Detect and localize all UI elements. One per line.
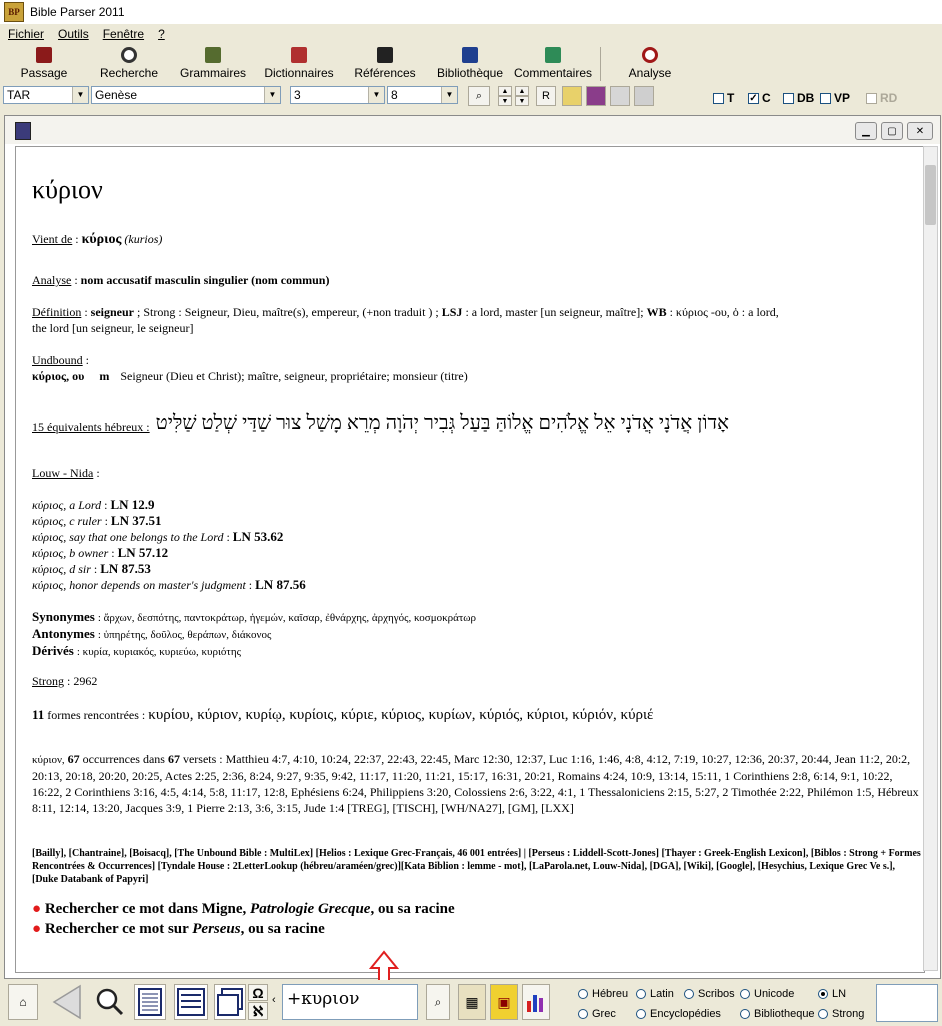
strong-value: : 2962 bbox=[67, 674, 98, 688]
radio-bibliotheque[interactable] bbox=[740, 1008, 815, 1020]
strong-label[interactable]: Strong bbox=[32, 674, 65, 688]
preview-field[interactable] bbox=[876, 984, 938, 1022]
louw-ln[interactable]: LN 87.53 bbox=[100, 561, 151, 576]
radio-hebreu-label: Hébreu bbox=[592, 988, 629, 1000]
dictionary-icon bbox=[291, 47, 307, 63]
undbound-label: Undbound bbox=[32, 353, 83, 367]
book-value: Genèse bbox=[95, 88, 138, 102]
louw-gloss: a Lord bbox=[69, 498, 102, 512]
bar-chart-icon bbox=[525, 991, 547, 1013]
migne-link-text: Rechercher ce mot dans Migne, bbox=[44, 901, 247, 917]
zoom-icon bbox=[95, 987, 125, 1017]
radio-strong-dot[interactable] bbox=[818, 1009, 828, 1019]
recherche-button[interactable] bbox=[88, 44, 170, 84]
derives-label: Dérivés bbox=[32, 643, 74, 658]
grammaires-button[interactable] bbox=[170, 44, 256, 84]
prev-down-button[interactable]: ▼ bbox=[498, 96, 512, 106]
undbound-word: κύριος, ου bbox=[32, 369, 85, 383]
check-c[interactable] bbox=[748, 91, 771, 105]
back-button[interactable] bbox=[48, 984, 86, 1020]
check-rd bbox=[866, 91, 897, 105]
occurrences-block bbox=[32, 751, 922, 816]
books-stack-icon[interactable] bbox=[586, 86, 606, 106]
check-c-label: C bbox=[762, 91, 771, 105]
vient-de-word[interactable]: κύριος bbox=[81, 232, 122, 247]
zoom-button[interactable] bbox=[94, 984, 126, 1020]
perseus-link-em: Perseus bbox=[192, 921, 241, 937]
checkbox-rd bbox=[866, 93, 877, 104]
menu-help[interactable]: ? bbox=[158, 27, 165, 41]
commentaires-label: Commentaires bbox=[513, 66, 593, 80]
window-title: Bible Parser 2011 bbox=[30, 5, 125, 19]
maximize-button[interactable]: ▢ bbox=[881, 122, 903, 140]
chapter-value: 3 bbox=[294, 88, 301, 102]
hebreux-line bbox=[32, 411, 912, 435]
search-word-button[interactable] bbox=[426, 984, 450, 1020]
radio-grec-label: Grec bbox=[592, 1008, 616, 1020]
migne-link-post: , ou sa racine bbox=[370, 901, 455, 917]
formes-list[interactable]: κυρίου, κύριον, κυρίῳ, κυρίοις, κύριε, κύριος, κυρίων, κύριός, κύριοι, κύριόν, κύριέ bbox=[148, 707, 654, 723]
check-t-label: T bbox=[727, 91, 735, 105]
notes-grid-button[interactable] bbox=[458, 984, 486, 1020]
radio-unicode-dot[interactable] bbox=[740, 989, 750, 999]
omega-icon: Ω bbox=[252, 984, 264, 1001]
chevron-down-icon[interactable]: ▼ bbox=[368, 87, 384, 103]
louw-gloss: honor depends on master's judgment bbox=[69, 578, 246, 592]
back-arrow-icon bbox=[50, 984, 84, 1020]
radio-scribos[interactable] bbox=[684, 988, 735, 1000]
toolbar-separator bbox=[600, 47, 601, 81]
strong-line bbox=[32, 673, 97, 689]
greek-keyboard-button[interactable] bbox=[248, 984, 268, 1001]
definition-line2: the lord [un seigneur, le seigneur] bbox=[32, 321, 194, 335]
recherche-label: Recherche bbox=[99, 66, 159, 80]
magnifier-icon: ⌕ bbox=[475, 89, 483, 102]
entry-window bbox=[4, 115, 941, 979]
version-select[interactable] bbox=[3, 86, 89, 104]
statistics-button[interactable] bbox=[522, 984, 550, 1020]
louw-ln[interactable]: LN 53.62 bbox=[232, 529, 284, 544]
rows-icon bbox=[177, 988, 205, 1016]
radio-encyclopedies-label: Encyclopédies bbox=[650, 1008, 721, 1020]
louw-item: κύριος, b owner : LN 57.12 bbox=[32, 545, 169, 560]
verse-select[interactable] bbox=[387, 86, 458, 104]
radio-grec[interactable] bbox=[578, 1008, 616, 1020]
radio-ln-label: LN bbox=[832, 988, 847, 1000]
bibliotheque-label: Bibliothèque bbox=[436, 66, 504, 80]
analyse-label: Analyse bbox=[628, 66, 672, 80]
hebreux-label[interactable]: 15 équivalents hébreux : bbox=[32, 420, 150, 434]
radio-strong-label: Strong bbox=[832, 1008, 865, 1020]
perseus-link-post: , ou sa racine bbox=[240, 921, 325, 937]
menu-fichier[interactable]: Fichier bbox=[8, 27, 45, 41]
books-icon bbox=[205, 47, 221, 63]
louw-item: κύριος, honor depends on master's judgment : LN 87.56 bbox=[32, 577, 306, 592]
radio-latin-label: Latin bbox=[650, 988, 674, 1000]
bullet-icon: ● bbox=[32, 921, 42, 937]
layout-2col-button[interactable] bbox=[134, 984, 166, 1020]
film-icon: ▣ bbox=[497, 993, 511, 1010]
radio-encyclopedies[interactable] bbox=[636, 1008, 721, 1020]
aleph-icon: ℵ bbox=[252, 1002, 264, 1019]
occ-word: κύριον, bbox=[32, 754, 65, 766]
checkbox-vp[interactable] bbox=[820, 93, 831, 104]
analyse-text: nom accusatif masculin singulier (nom commun) bbox=[80, 273, 330, 287]
next-up-button[interactable]: ▲ bbox=[515, 86, 529, 96]
undbound-block: Undbound : κύριος, ου m Seigneur (Dieu et Christ); maître, seigneur, propriétaire; monsieur (titre) bbox=[32, 353, 468, 383]
hebreux-words[interactable]: אָדוֹן אֲדֹנָי אֲדֹנָי אֵל אֱלֹהִים אֱלוֹהַּ בַּעַל גְּבִיר יְהֹוָה מְרֵא מָשַׁל צוּר שַׁדַּי שְׁלַט שַׁלִּיט bbox=[155, 412, 730, 434]
bullet-icon: ● bbox=[32, 901, 42, 917]
radio-hebreu[interactable] bbox=[578, 988, 628, 1000]
chevron-left-icon[interactable]: ‹ bbox=[272, 994, 276, 1006]
definition-label: Définition bbox=[32, 305, 82, 319]
radio-grec-dot[interactable] bbox=[578, 1009, 588, 1019]
chevron-down-icon[interactable]: ▼ bbox=[441, 87, 457, 103]
menu-fenetre[interactable]: Fenêtre bbox=[102, 27, 145, 41]
check-rd-label: RD bbox=[880, 91, 898, 105]
chapter-select[interactable] bbox=[290, 86, 385, 104]
occ-mid: occurrences dans bbox=[82, 752, 165, 766]
antonymes-list[interactable]: : ὑπηρέτης, δοῦλος, θεράπων, διάκονος bbox=[97, 629, 272, 641]
undbound-gender: m bbox=[99, 369, 110, 383]
radio-latin[interactable] bbox=[636, 988, 674, 1000]
lsj-text: : a lord, master [un seigneur, maître]; bbox=[465, 305, 644, 319]
entry-word: κύριον bbox=[32, 175, 103, 204]
migne-link-em: Patrologie Grecque bbox=[250, 901, 371, 917]
vient-de-translit: (kurios) bbox=[124, 232, 163, 246]
word-search-input[interactable]: +κυριον bbox=[282, 984, 418, 1020]
entry-content bbox=[15, 146, 925, 973]
bibliography[interactable]: [Bailly], [Chantraine], [Boisacq], [The Unbound Bible : MultiLex] [Helios : Lexique Grec-Français, 46 001 entrées] | [Perseus : Liddell-Scott-Jones] [Thayer : Greek-English Lexicon], [Biblos : Strong + Formes Rencontrées & Occurrences] [Tyndale House : 2LetterLookup (hébreu/araméen/grec)][Kata Biblion : lemme - mot], [LaParola.net, Louw-Nida], [DGA], [Wiki], [Google], [Hesychius, Lexique Grec Ve s.], [Duke Databank of Papyri] bbox=[32, 848, 921, 885]
definition-line1: ; Strong : Seigneur, Dieu, maître(s), empereur, (+non traduit ) ; bbox=[137, 305, 439, 319]
film-button[interactable] bbox=[490, 984, 518, 1020]
louw-ln[interactable]: LN 12.9 bbox=[110, 497, 155, 512]
window-icon bbox=[15, 122, 31, 140]
radio-hebreu-dot[interactable] bbox=[578, 989, 588, 999]
next-down-button[interactable]: ▼ bbox=[515, 96, 529, 106]
bottom-toolbar bbox=[0, 980, 942, 1026]
radio-strong[interactable] bbox=[818, 1008, 864, 1020]
relations-block bbox=[32, 609, 912, 660]
analyse-label: Analyse bbox=[32, 273, 72, 287]
references-label: Références bbox=[354, 66, 416, 80]
radio-bibliotheque-label: Bibliotheque bbox=[754, 1008, 815, 1020]
definition-block: Définition : seigneur ; Strong : Seigneur, Dieu, maître(s), empereur, (+non traduit ) ; LSJ : a lord, master [un seigneur, maître]; WB : κύριος -ου, ὁ : a lord, the lord [un seigneur, le seigneur] bbox=[32, 305, 779, 335]
menu-bar bbox=[0, 25, 942, 43]
louw-gloss: say that one belongs to the Lord bbox=[69, 530, 224, 544]
menu-outils[interactable]: Outils bbox=[58, 27, 89, 41]
chevron-down-icon[interactable]: ▼ bbox=[264, 87, 280, 103]
magnifier-icon: ⌕ bbox=[434, 994, 442, 1009]
home-icon: ⌂ bbox=[19, 995, 27, 1009]
analyse-icon bbox=[642, 47, 658, 63]
perseus-link[interactable] bbox=[32, 921, 325, 937]
undbound-text: Seigneur (Dieu et Christ); maître, seigneur, propriétaire; monsieur (titre) bbox=[120, 369, 468, 383]
louw-item: κύριος, a Lord : LN 12.9 bbox=[32, 497, 155, 512]
synonymes-label: Synonymes bbox=[32, 609, 95, 624]
search-verse-button[interactable] bbox=[468, 86, 490, 106]
migne-link[interactable] bbox=[32, 901, 455, 917]
occ-count: 67 bbox=[67, 752, 80, 766]
louw-word: κύριος, bbox=[32, 530, 67, 544]
antonymes-label: Antonymes bbox=[32, 626, 95, 641]
wb-label: WB bbox=[646, 305, 667, 319]
columns-icon bbox=[138, 988, 162, 1016]
check-vp[interactable] bbox=[820, 91, 850, 105]
vient-de-label[interactable]: Vient de bbox=[32, 232, 73, 246]
home-button[interactable] bbox=[8, 984, 38, 1020]
derives-list[interactable]: : κυρία, κυριακός, κυριεύω, κυριότης bbox=[76, 646, 241, 658]
analyse-button[interactable] bbox=[607, 44, 693, 84]
radio-unicode[interactable] bbox=[740, 988, 794, 1000]
checkbox-c[interactable]: ✓ bbox=[749, 92, 758, 104]
main-toolbar bbox=[0, 44, 942, 84]
layout-windows-button[interactable] bbox=[214, 984, 246, 1020]
passage-button[interactable] bbox=[0, 44, 88, 84]
check-t[interactable] bbox=[713, 91, 734, 105]
occ-versets-count: 67 bbox=[167, 752, 180, 766]
magnifier-icon bbox=[121, 47, 137, 63]
notes-icon[interactable] bbox=[562, 86, 582, 106]
prev-up-button[interactable]: ▲ bbox=[498, 86, 512, 96]
louw-item: κύριος, d sir : LN 87.53 bbox=[32, 561, 151, 576]
bibliotheque-button[interactable] bbox=[428, 44, 512, 84]
radio-ln[interactable] bbox=[818, 988, 846, 1000]
louw-word: κύριος, bbox=[32, 546, 67, 560]
radio-latin-dot[interactable] bbox=[636, 989, 646, 999]
vient-de-line: Vient de : κύριος (kurios) bbox=[32, 232, 163, 247]
perseus-link-text: Rechercher ce mot sur bbox=[44, 921, 189, 937]
louw-ln[interactable]: LN 57.12 bbox=[117, 545, 169, 560]
r-label: R bbox=[542, 90, 550, 102]
tools-icon[interactable] bbox=[634, 86, 654, 106]
references-button[interactable] bbox=[342, 44, 428, 84]
wb-text: : κύριος -ου, ὁ : a lord, bbox=[669, 305, 779, 319]
checkbox-t[interactable] bbox=[713, 93, 724, 104]
close-button[interactable]: ✕ bbox=[907, 122, 933, 140]
verse-value: 8 bbox=[391, 88, 398, 102]
definition-word: seigneur bbox=[90, 305, 135, 319]
entry-window-bar bbox=[5, 116, 940, 144]
comments-icon bbox=[545, 47, 561, 63]
louw-item: κύριος, say that one belongs to the Lord : LN 53.62 bbox=[32, 529, 284, 544]
title-bar bbox=[0, 0, 942, 24]
windows-icon bbox=[217, 988, 243, 1016]
louw-item: κύριος, c ruler : LN 37.51 bbox=[32, 513, 162, 528]
r-button[interactable] bbox=[536, 86, 556, 106]
tree-icon[interactable] bbox=[610, 86, 630, 106]
radio-ln-dot[interactable] bbox=[818, 989, 828, 999]
occ-text[interactable]: versets : Matthieu 4:7, 4:10, 10:24, 22:37, 22:43, 22:45, Marc 12:30, 12:37, Luc 1:16, 1:46, 4:8, 4:12, 7:19, 10:27, 12:36, 20:37, 20:44, Jean 11:2, 20:2, 20:13, 20:18, 20:20, 20:25, Actes 2:25, 2:36, 8:24, 9:27, 9:35, 9:42, 11:17, 11:20, 11:21, 15:17, 16:31, 20:21, Romains 4:24, 10:9, 13:14, 15:11, 1 Corinthiens 2:8, 6:14, 9:1, 10:22, 16:22, 2 Corinthiens 3:16, 4:5, 4:14, 5:8, 11:17, 12:8, Ephésiens 6:24, Philippiens 3:20, Colossiens 2:6, 3:22, 4:1, 1 Thessaloniciens 2:15, 5:27, 2 Timothée 2:22, Philémon 1:5, Hébreux 8:11, 12:14, 13:20, Jacques 3:9, 1 Pierre 2:13, 3:6, 3:15, Jude 1:4 [TREG], [TISCH], [WH/NA27], [GM], [LXX] bbox=[32, 752, 919, 815]
app-logo-icon: BP bbox=[4, 2, 24, 22]
radio-unicode-label: Unicode bbox=[754, 988, 795, 1000]
navigation-bar bbox=[0, 85, 942, 109]
check-db[interactable] bbox=[783, 91, 814, 105]
checkbox-db[interactable] bbox=[783, 93, 794, 104]
formes-line bbox=[32, 707, 922, 723]
louw-nida-line: Louw - Nida : bbox=[32, 466, 100, 480]
radio-scribos-dot[interactable] bbox=[684, 989, 694, 999]
dictionnaires-button[interactable] bbox=[256, 44, 342, 84]
vertical-scrollbar[interactable] bbox=[923, 146, 938, 971]
louw-word: κύριος, bbox=[32, 514, 67, 528]
layout-rows-button[interactable] bbox=[174, 984, 208, 1020]
louw-ln[interactable]: LN 37.51 bbox=[110, 513, 162, 528]
radio-scribos-label: Scribos bbox=[698, 988, 735, 1000]
synonymes-list[interactable]: : ἄρχων, δεσπότης, παντοκράτωρ, ἡγεμών, καῖσαρ, ἐθνάρχης, ἀρχηγός, κοσμοκράτωρ bbox=[97, 612, 477, 624]
louw-gloss: b owner bbox=[69, 546, 109, 560]
louw-nida-label[interactable]: Louw - Nida bbox=[32, 466, 94, 480]
analyse-line: Analyse : nom accusatif masculin singulier (nom commun) bbox=[32, 273, 330, 287]
dictionnaires-label: Dictionnaires bbox=[264, 66, 334, 80]
formes-label: formes rencontrées : bbox=[47, 708, 146, 722]
check-db-label: DB bbox=[797, 91, 815, 105]
louw-word: κύριος, bbox=[32, 578, 67, 592]
radio-encyclopedies-dot[interactable] bbox=[636, 1009, 646, 1019]
notes-grid-icon: ▦ bbox=[465, 993, 479, 1010]
lsj-label: LSJ bbox=[441, 305, 463, 319]
louw-ln[interactable]: LN 87.56 bbox=[255, 577, 306, 592]
minimize-button[interactable]: ▁ bbox=[855, 122, 877, 140]
louw-gloss: c ruler bbox=[69, 514, 102, 528]
scrollbar-thumb[interactable] bbox=[925, 165, 936, 225]
louw-gloss: d sir bbox=[69, 562, 91, 576]
commentaires-button[interactable] bbox=[512, 44, 594, 84]
chevron-down-icon[interactable]: ▼ bbox=[72, 87, 88, 103]
louw-nida-list bbox=[32, 497, 306, 593]
formes-count: 11 bbox=[32, 707, 45, 722]
passage-label: Passage bbox=[20, 66, 68, 80]
hebrew-keyboard-button[interactable] bbox=[248, 1002, 268, 1020]
louw-word: κύριος, bbox=[32, 498, 67, 512]
radio-bibliotheque-dot[interactable] bbox=[740, 1009, 750, 1019]
book-icon bbox=[36, 47, 52, 63]
version-value: TAR bbox=[7, 88, 31, 102]
book-select[interactable] bbox=[91, 86, 281, 104]
library-icon bbox=[462, 47, 478, 63]
reference-icon bbox=[377, 47, 393, 63]
louw-word: κύριος, bbox=[32, 562, 67, 576]
grammaires-label: Grammaires bbox=[179, 66, 246, 80]
check-vp-label: VP bbox=[834, 91, 851, 105]
